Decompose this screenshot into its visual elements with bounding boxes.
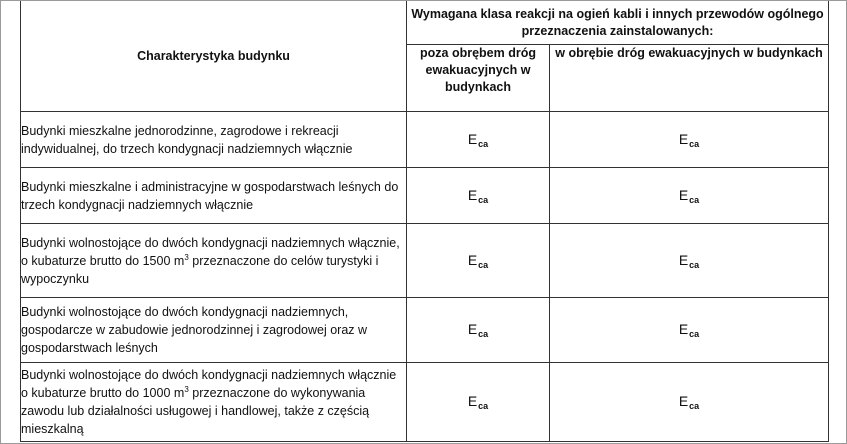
outside-class-cell (407, 298, 550, 363)
class-subscript: ca (689, 138, 700, 149)
class-main: E (467, 130, 478, 147)
class-main: E (467, 321, 478, 337)
class-subscript: ca (689, 259, 700, 270)
required-class-header: Wymagana klasa reakcji na ogień kabli i innych przewodów ogólnego przeznaczenia zainstalowanych: (407, 1, 829, 45)
building-description: Budynki mieszkalne i administracyjne w gospodarstwach leśnych do trzech kondygnacji nadziemnych włącznie (21, 168, 407, 224)
building-description: Budynki wolnostojące do dwóch kondygnacji nadziemnych, gospodarcze w zabudowie jednorodzinnej i zagrodowej oraz w gospodarstwach leśnych (21, 298, 407, 363)
description-text: Budynki wolnostojące do dwóch kondygnacji nadziemnych włącznie, o kubaturze brutto do 1500 m (21, 235, 400, 268)
table-row (21, 298, 829, 363)
class-subscript: ca (478, 329, 489, 339)
building-description (21, 363, 407, 442)
class-main: E (678, 393, 689, 409)
inside-class-cell (550, 298, 829, 363)
class-subscript: ca (689, 401, 700, 411)
superscript-exponent: 3 (184, 252, 189, 262)
superscript-exponent: 3 (184, 385, 189, 394)
class-main: E (467, 186, 478, 203)
class-subscript: ca (478, 194, 489, 205)
class-subscript: ca (478, 259, 489, 270)
characteristic-header: Charakterystyka budynku (21, 1, 407, 112)
building-description (21, 224, 407, 298)
outside-escape-header: poza obrębem dróg ewakuacyjnych w budynkach (407, 45, 550, 112)
description-text: przeznaczone do celów turystyki i wypoczynku (21, 253, 379, 286)
description-text: przeznaczone do wykonywania zawodu lub działalności usługowej i handlowej, także z częścią mieszkalną (21, 386, 370, 436)
header-row (21, 1, 829, 45)
class-main: E (678, 130, 689, 147)
inside-class-cell (550, 363, 829, 442)
table-row (21, 224, 829, 298)
fire-reaction-table (20, 0, 829, 442)
building-description: Budynki mieszkalne jednorodzinne, zagrodowe i rekreacji indywidualnej, do trzech kondygnacji nadziemnych włącznie (21, 112, 407, 168)
class-subscript: ca (689, 329, 700, 339)
class-main: E (678, 251, 689, 268)
inside-class-cell (550, 112, 829, 168)
class-main: E (678, 321, 689, 337)
inside-class-cell (550, 168, 829, 224)
class-main: E (467, 393, 478, 409)
inside-escape-header: w obrębie dróg ewakuacyjnych w budynkach (550, 45, 829, 112)
inside-class-cell (550, 224, 829, 298)
outside-class-cell (407, 224, 550, 298)
outside-class-cell (407, 363, 550, 442)
outside-class-cell (407, 168, 550, 224)
outside-class-cell (407, 112, 550, 168)
table-row (21, 363, 829, 442)
class-subscript: ca (478, 401, 489, 411)
class-main: E (678, 186, 689, 203)
table-row (21, 112, 829, 168)
class-main: E (467, 251, 478, 268)
description-text: Budynki wolnostojące do dwóch kondygnacji nadziemnych włącznie o kubaturze brutto do 1000 m (21, 368, 397, 400)
class-subscript: ca (478, 138, 489, 149)
class-subscript: ca (689, 194, 700, 205)
table-row (21, 168, 829, 224)
